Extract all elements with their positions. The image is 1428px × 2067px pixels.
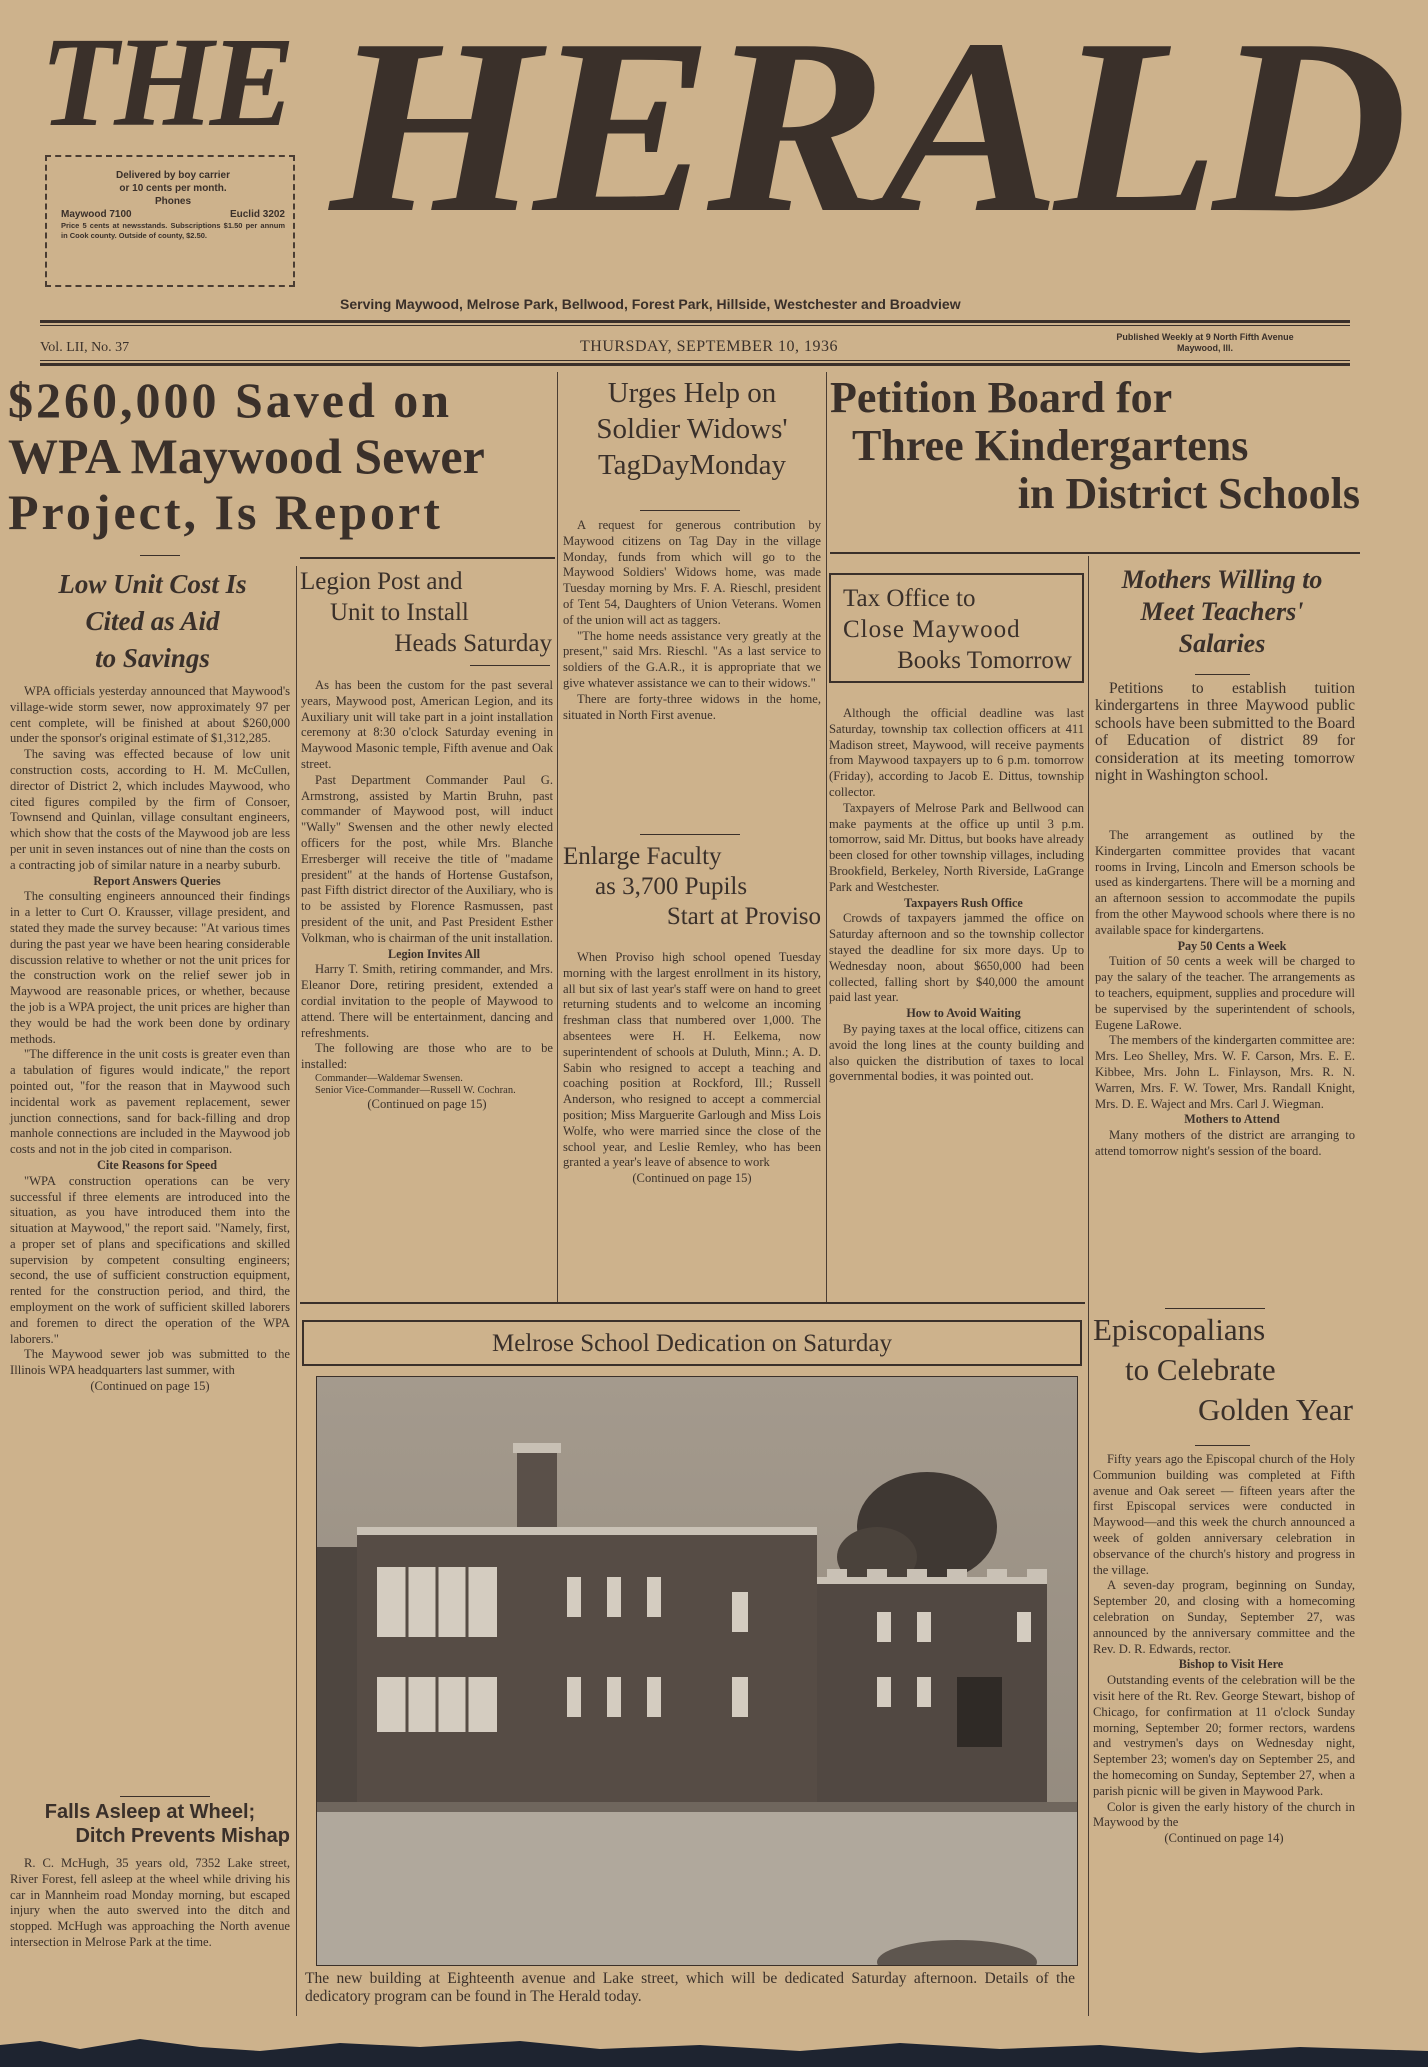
episcopal-headline: [1093, 1310, 1353, 1430]
phone-euclid: Euclid 3202: [229, 209, 285, 220]
legion-article-body: [301, 678, 553, 1113]
publication-info: [1060, 332, 1350, 354]
continued-notice[interactable]: (Continued on page 15): [632, 1171, 752, 1186]
delivery-line-2: or 10 cents per month.: [119, 183, 227, 194]
paragraph: "The home needs assistance very greatly at the present," said Mrs. Rieschl. "As a last service to soldiers of the G.A.R., it is appropriate that we give whatever assistance we can to their widows.": [563, 628, 821, 690]
divider: [1195, 674, 1250, 675]
paragraph: The members of the kindergarten committee are: Mrs. Leo Shelley, Mrs. W. F. Carson, Mrs. E. E. Kibbee, Mrs. John L. Finlayson, Mrs. R. N. Warren, Mrs. F. W. Tower, Mrs. Randall Knight, Mrs. D. E. Waject and Mrs. Carl J. Wiegman.: [1095, 1033, 1355, 1111]
paragraph: "WPA construction operations can be very successful if three elements are introduced into the situation, as you have introduced them into the situation at Maywood," the report said. "Namely, first, a proper set of plans and specifications and skilled supervision by competent consulting engineers; second, the use of sufficient construction equipment, rented for the construction period, and third, the employment on the work of sufficient skilled laborers and foremen to direct the operation of the WPA laborers.": [10, 1173, 290, 1346]
kindergarten-deck: [1092, 564, 1352, 660]
rule-mid: [40, 363, 1350, 366]
tax-headline-line-3: Books Tomorrow: [897, 647, 1072, 674]
paragraph: Taxpayers of Melrose Park and Bellwood can make payments at the office up until 3 p.m. tomorrow, said Mr. Dittus, but books have already been closed for other township villages, including Brookfield, Berkeley, North Riverside, LaGrange Park and Westchester.: [829, 800, 1084, 894]
legion-headline: [300, 566, 552, 659]
melrose-headline-box: [302, 1320, 1082, 1366]
episcopal-headline-line-1: Episcopalians: [1093, 1312, 1266, 1347]
sewer-headline-line-2: WPA Maywood Sewer: [8, 428, 485, 484]
tax-headline: [831, 575, 1082, 676]
divider: [140, 555, 180, 556]
widows-headline: [561, 375, 823, 483]
divider: [640, 510, 740, 511]
sewer-headline-line-1: $260,000 Saved on: [8, 372, 453, 428]
sewer-headline: [8, 372, 558, 540]
paragraph: The arrangement as outlined by the Kindergarten committee provides that vacant rooms in Irving, Lincoln and Emerson schools be used as kindergartens. There will be a morning and an afternoon session to accommodate the pupils from the other Maywood schools where there is no available space for kindergartens.: [1095, 828, 1355, 937]
divider: [300, 557, 555, 559]
faculty-article-body: [563, 950, 821, 1187]
tax-article-body: [829, 706, 1084, 1085]
paragraph: By paying taxes at the local office, citizens can avoid the long lines at the county building and also quicken the distribution of taxes to local governmental bodies, it was pointed out.: [829, 1021, 1084, 1084]
episcopal-article-body: [1093, 1452, 1355, 1847]
asleep-article-body: [10, 1856, 290, 1951]
officer-line: Senior Vice-Commander—Russell W. Cochran.: [315, 1084, 516, 1096]
asleep-headline: [10, 1800, 290, 1848]
column-rule: [296, 566, 297, 2016]
paragraph: WPA officials yesterday announced that Maywood's village-wide storm sewer, now approximately 97 per cent complete, will be finished at about $260,000 under the sponsor's original estimate of $1,312,285.: [10, 684, 290, 746]
rule-top-thin: [40, 325, 1350, 326]
paragraph: A request for generous contribution by Maywood citizens on Tag Day in the village Monday, funds from which will go to the Maywood Soldiers' Widows home, was made Tuesday morning by Mrs. F. A. Rieschl, president of Tent 54, Daughters of Union Veterans. Women of the union will act as taggers.: [563, 518, 821, 627]
torn-page-edge: [0, 2027, 1428, 2067]
sewer-deck-line-1: Low Unit Cost Is: [58, 569, 247, 599]
subheading: Mothers to Attend: [1184, 1112, 1280, 1127]
school-building-image: [317, 1377, 1077, 1965]
paragraph: The consulting engineers announced their findings in a letter to Curt O. Krausser, village president, and stated they made the survey because: "At various times during the past year we have been hearing considerable discussion relative to whether or not the unit prices for the construction work on the relief sewer job in Maywood are reasonable prices, or whether, because the job is a WPA project, the unit prices are higher than they would be had the work been done by ordinary methods.: [10, 889, 290, 1046]
legion-headline-line-1: Legion Post and: [300, 568, 463, 595]
phones-label: Phones: [154, 196, 192, 207]
serving-line: Serving Maywood, Melrose Park, Bellwood, Forest Park, Hillside, Westchester and Broadview: [340, 296, 961, 312]
faculty-headline-line-1: Enlarge Faculty: [563, 843, 722, 870]
tax-headline-line-1: Tax Office to: [843, 585, 976, 612]
faculty-headline-line-2: as 3,700 Pupils: [595, 873, 748, 900]
kindergarten-headline: [830, 374, 1360, 518]
column-rule: [557, 372, 558, 1302]
logo-the: THE: [40, 11, 292, 153]
paragraph: The following are those who are to be installed:: [301, 1041, 553, 1072]
paragraph: Many mothers of the district are arranging to attend tomorrow night's session of the board.: [1095, 1128, 1355, 1158]
tax-headline-box: [829, 573, 1084, 683]
paragraph: Petitions to establish tuition kindergartens in three Maywood public schools have been submitted to the Board of Education of district 89 for consideration at its meeting tomorrow night in Washington school.: [1095, 680, 1355, 785]
paragraph: The saving was effected because of low unit construction costs, according to H. M. McCullen, director of District 2, which includes Maywood, who cited figures compiled by the firm of Consoer, Townsend and Quinlan, village consultant engineers, which show that the costs of the Maywood job are less per unit in seven instances out of nine than the costs on a contracting job of similar nature in a nearby suburb.: [10, 747, 290, 872]
divider: [1195, 1445, 1250, 1446]
subheading: Bishop to Visit Here: [1178, 1657, 1284, 1672]
sewer-deck: [20, 566, 285, 677]
officer-line: Commander—Waldemar Swensen.: [315, 1072, 463, 1084]
divider: [1165, 1308, 1265, 1309]
kindergarten-headline-line-3: in District Schools: [1017, 469, 1360, 518]
kindergarten-deck-line-3: Salaries: [1178, 629, 1266, 658]
faculty-headline: [563, 842, 821, 932]
paragraph: R. C. McHugh, 35 years old, 7352 Lake street, River Forest, fell asleep at the wheel while driving his car in Mannheim road Monday morning, but escaped injury when the auto swerved into the ditch and stopped. McHugh was approaching the North avenue intersection in Melrose Park at the time.: [10, 1856, 290, 1949]
paragraph: Although the official deadline was last Saturday, township tax collection officers at 411 Madison street, Maywood, will receive payments from Maywood taxpayers up to 6 p.m. tomorrow (Friday), according to Jacob E. Dittus, township collector.: [829, 706, 1084, 799]
paragraph: There are forty-three widows in the home, situated in North First avenue.: [563, 691, 821, 722]
subheading: Pay 50 Cents a Week: [1177, 938, 1287, 953]
paragraph: Outstanding events of the celebration will be the visit here of the Rt. Rev. George Stewart, bishop of Chicago, for confirmation at 11 o'clock Sunday morning, September 20; former rectors, wardens and vestrymen's days on Wednesday night, September 23; women's day on September 25, and the homecoming on Sunday, September 27, when a parish picnic will be given in Maywood Park.: [1093, 1673, 1355, 1798]
school-photo: [316, 1376, 1078, 1966]
sewer-headline-line-3: Project, Is Report: [8, 484, 443, 540]
paragraph: The Maywood sewer job was submitted to the Illinois WPA headquarters last summer, with: [10, 1347, 290, 1378]
asleep-headline-line-1: Falls Asleep at Wheel;: [44, 1801, 256, 1823]
subheading: How to Avoid Waiting: [906, 1006, 1021, 1021]
kindergarten-headline-line-2: Three Kindergartens: [852, 421, 1249, 470]
published-address: Published Weekly at 9 North Fifth Avenue: [1116, 332, 1294, 342]
divider: [470, 665, 550, 666]
episcopal-headline-line-2: to Celebrate: [1125, 1352, 1276, 1387]
kindergarten-article-intro: [1095, 680, 1355, 784]
rule-top: [40, 320, 1350, 323]
divider: [830, 552, 1360, 554]
published-city: Maywood, Ill.: [1176, 343, 1233, 353]
subscription-box: [45, 155, 295, 287]
legion-headline-line-3: Heads Saturday: [394, 630, 552, 657]
paragraph: Color is given the early history of the church in Maywood by the: [1093, 1799, 1355, 1830]
asleep-headline-line-2: Ditch Prevents Mishap: [75, 1825, 290, 1847]
faculty-headline-line-3: Start at Proviso: [666, 903, 821, 930]
dateline: [40, 330, 1350, 360]
widows-headline-line-3: TagDayMonday: [597, 449, 787, 481]
volume-number: Vol. LII, No. 37: [40, 340, 130, 355]
paragraph: A seven-day program, beginning on Sunday, September 20, and closing with a homecoming celebration on Sunday, September 27, was announced by the anniversary committee and the Rev. D. R. Edwards, rector.: [1093, 1578, 1355, 1656]
column-rule: [826, 372, 827, 1302]
photo-caption: The new building at Eighteenth avenue and Lake street, which will be dedicated Saturday afternoon. Details of the dedicatory program can be found in The Herald today.: [305, 1970, 1075, 2005]
rule-mid-thin: [40, 360, 1350, 361]
widows-headline-line-2: Soldier Widows': [596, 413, 788, 445]
widows-article-body: [563, 518, 821, 723]
paragraph: Harry T. Smith, retiring commander, and Mrs. Eleanor Dore, retiring president, extended a cordial invitation to the people of Maywood to attend. There will be entertainment, dancing and refreshments.: [301, 962, 553, 1040]
paragraph: When Proviso high school opened Tuesday morning with the largest enrollment in its history, all but six of last year's staff were on hand to greet returning students and to welcome an incoming freshman class that numbered over 1,000. The absentees were H. H. Eelkema, now superintendent of schools at Duluth, Minn.; A. D. Sabin who resigned to accept a teaching and coaching position at Rockford, Ill.; Russell Anderson, who resigned to accept a commercial position; Miss Marguerite Garlough and Miss Lois Wolfe, who were married since the close of the school year, and Leslie Remley, who has been granted a year's leave of absence to work: [563, 950, 821, 1170]
paragraph: Tuition of 50 cents a week will be charged to pay the salary of the teacher. The arrangements as to teachers, equipment, supplies and procedure will be supervised by the superintendent of schools, Eugene LaRowe.: [1095, 954, 1355, 1032]
delivery-line-1: Delivered by boy carrier: [116, 170, 230, 181]
continued-notice[interactable]: (Continued on page 15): [367, 1096, 487, 1111]
continued-notice[interactable]: (Continued on page 15): [90, 1379, 210, 1394]
building-wing: [817, 1577, 1047, 1817]
divider: [640, 834, 740, 835]
subheading: Cite Reasons for Speed: [97, 1157, 217, 1172]
widows-headline-line-1: Urges Help on: [607, 377, 777, 409]
column-rule: [1088, 556, 1089, 2016]
divider: [120, 1796, 210, 1797]
continued-notice[interactable]: (Continued on page 14): [1164, 1831, 1284, 1846]
kindergarten-article-body: [1095, 828, 1355, 1160]
door: [957, 1677, 1002, 1747]
paragraph: Past Department Commander Paul G. Armstrong, assisted by Martin Bruhn, past commander of Maywood post, will induct "Wally" Swensen and the other newly elected officers for the post, while Mrs. Blanche Erresberger will receive the title of "madame president" at the hands of Hortense Gustafson, past Fifth district director of the Auxiliary, who is to be assisted by Florence Rasmussen, past president of the unit, and Past President Esther Volkman, who is chairman of the unit installation.: [301, 772, 553, 945]
subheading: Report Answers Queries: [93, 873, 221, 888]
sewer-deck-line-2: Cited as Aid: [85, 606, 220, 636]
episcopal-headline-line-3: Golden Year: [1198, 1392, 1353, 1427]
logo-herald: HERALD: [330, 0, 1402, 265]
photo-section-rule: [300, 1302, 1085, 1304]
phones-row: [61, 208, 285, 221]
paragraph: As has been the custom for the past several years, Maywood post, American Legion, and its Auxiliary unit will take part in a joint installation ceremony at 8:30 o'clock Saturday evening in Maywood Masonic temple, Fifth avenue and Oak street.: [301, 678, 553, 771]
issue-date: THURSDAY, SEPTEMBER 10, 1936: [580, 338, 839, 355]
subheading: Legion Invites All: [387, 946, 481, 961]
paragraph: "The difference in the unit costs is greater even than a tabulation of figures would indicate," the report pointed out, "for the reason that in Maywood such incidental work as pavement replacement, sewer junction connections, sand for back-filling and drop manhole connections are included in the Maywood job costs and not in the job cited in comparison.: [10, 1047, 290, 1157]
kindergarten-deck-line-2: Meet Teachers': [1140, 597, 1304, 626]
legion-headline-line-2: Unit to Install: [330, 599, 469, 626]
price-info: Price 5 cents at newsstands. Subscriptions $1.50 per annum in Cook county. Outside of county, $2.50.: [61, 221, 285, 240]
sewer-deck-line-3: to Savings: [95, 643, 210, 673]
tax-headline-line-2: Close Maywood: [843, 616, 1021, 643]
kindergarten-deck-line-1: Mothers Willing to: [1121, 565, 1323, 594]
kindergarten-headline-line-1: Petition Board for: [830, 373, 1173, 422]
sewer-article-body: [10, 684, 290, 1395]
melrose-headline: Melrose School Dedication on Saturday: [492, 1330, 892, 1357]
paragraph: Crowds of taxpayers jammed the office on Saturday afternoon and so the township collector stayed the deadline for six more days. Up to Wednesday noon, about $650,000 had been collected, falling short by $40,000 the amount paid last year.: [829, 911, 1084, 1005]
phone-maywood: Maywood 7100: [61, 209, 132, 220]
paragraph: Fifty years ago the Episcopal church of the Holy Communion building was completed at Fifth avenue and Oak sereet — fifteen years after the first Episcopal services were conducted in Maywood—and this week the church announced a week of golden anniversary celebration in observance of the church's history and progress in the village.: [1093, 1452, 1355, 1577]
subheading: Taxpayers Rush Office: [904, 895, 1023, 910]
